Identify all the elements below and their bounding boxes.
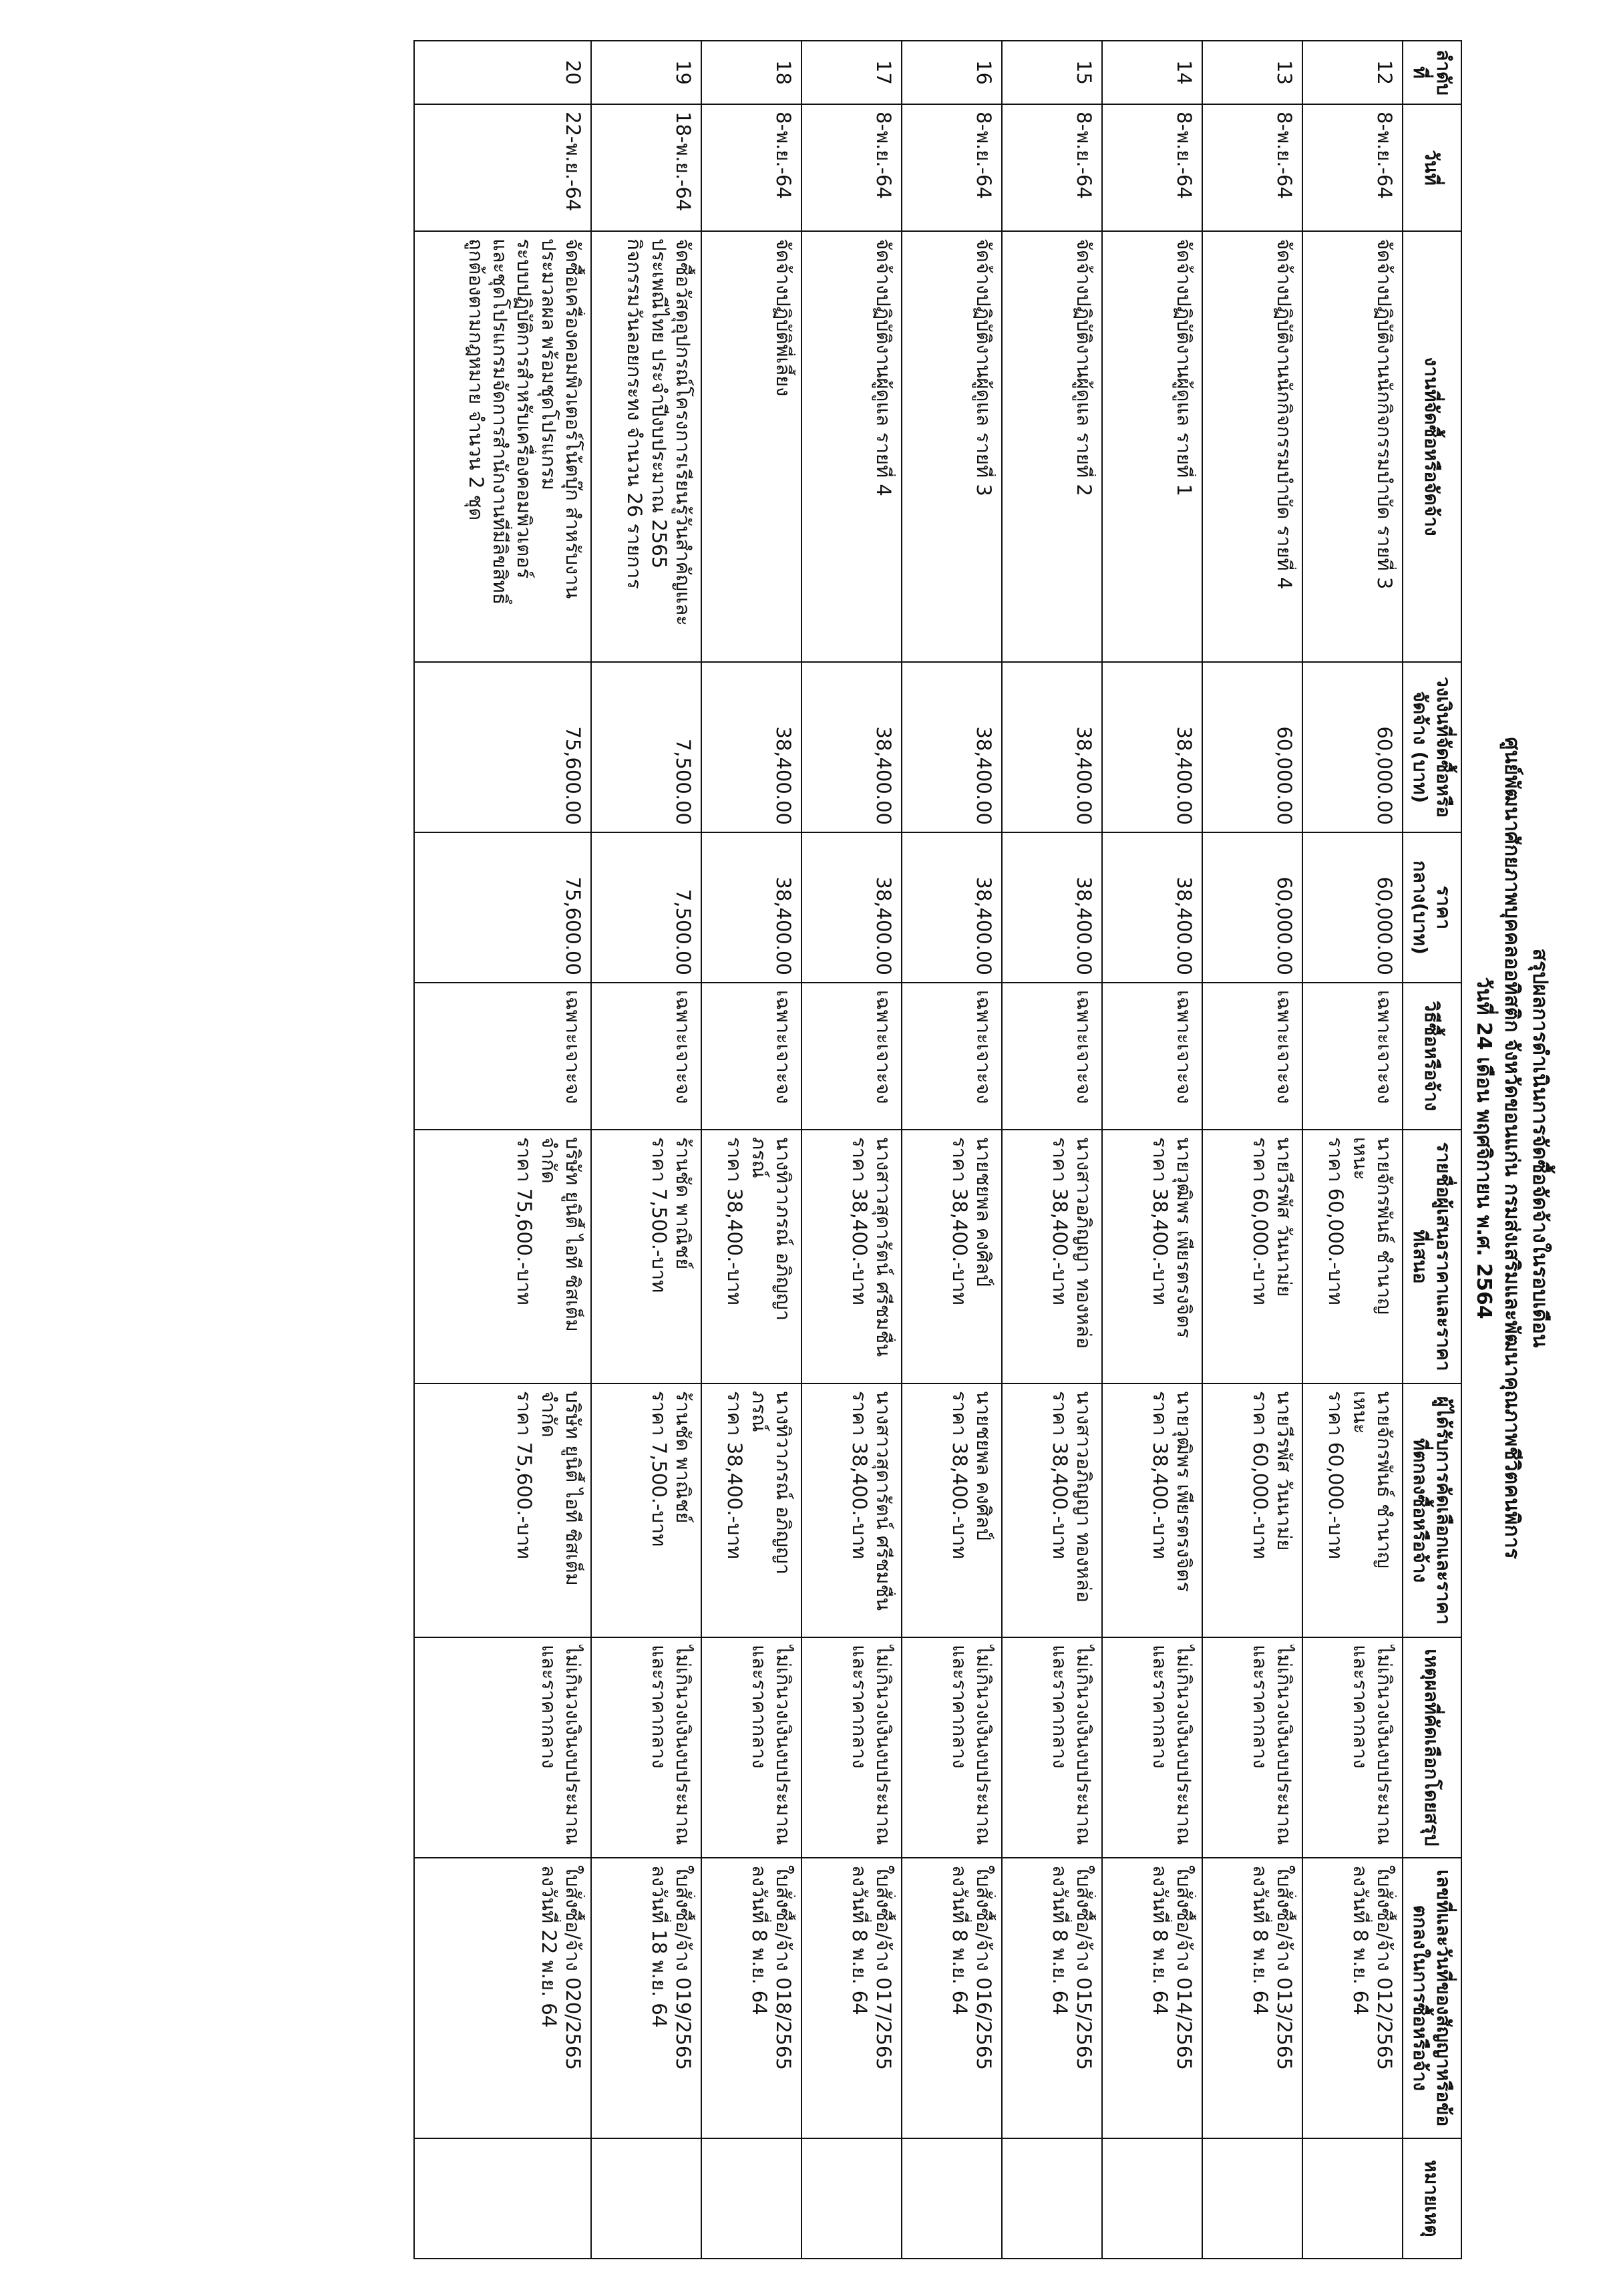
procurement-table [413, 40, 1462, 2259]
cell-work-line: จัดจ้างปฏิบัติงานผู้ดูแล รายที่ 4 [872, 238, 895, 496]
cell-winner-line: นางสาวสุดารัตน์ ศรีชมชื่น [872, 1391, 895, 1611]
cell-winner-line: ราคา 38,400.-บาท [848, 1391, 871, 1559]
cell-winner [591, 1383, 701, 1637]
cell-note [591, 2138, 701, 2259]
cell-bidders-line: ราคา 60,000.-บาท [1324, 1137, 1348, 1305]
cell-method: เฉพาะเจาะจง [591, 983, 701, 1130]
cell-contract-line: ลงวันที่ 8 พ.ย. 64 [1349, 1865, 1372, 2015]
cell-contract-line: ลงวันที่ 8 พ.ย. 64 [1248, 1865, 1272, 2015]
cell-bidders [801, 1130, 902, 1383]
cell-method: เฉพาะเจาะจง [1102, 983, 1202, 1130]
cell-bidders-line: ราคา 38,400.-บาท [1148, 1137, 1172, 1305]
cell-reason-line: ไม่เกินวงเงินงบประมาณ [672, 1645, 695, 1845]
cell-contract-line: ใบสั่งซื้อ/จ้าง 012/2565 [1373, 1865, 1396, 2070]
cell-winner-line: ราคา 60,000.-บาท [1324, 1391, 1348, 1559]
cell-reason-line: และราคากลาง [647, 1645, 671, 1769]
cell-date: 18-พ.ย.-64 [591, 104, 701, 231]
cell-work-line: และชุดโปรแกรมจัดการสำนักงานที่มีลิขสิทธิ์ [489, 238, 512, 605]
cell-budget: 7,500.00 [591, 662, 701, 832]
cell-work-line: จัดจ้างปฏิบัติงานผู้ดูแล รายที่ 2 [1073, 238, 1095, 496]
cell-note [1202, 2138, 1302, 2259]
cell-bidders [1202, 1130, 1302, 1383]
cell-winner-line: จำกัด [537, 1391, 560, 1438]
cell-work [801, 231, 902, 662]
cell-bidders [902, 1130, 1002, 1383]
cell-no: 13 [1202, 41, 1302, 104]
cell-median-price: 60,000.00 [1202, 832, 1302, 983]
cell-contract [701, 1858, 801, 2138]
cell-note [1302, 2138, 1403, 2259]
cell-contract [1002, 1858, 1102, 2138]
cell-note [902, 2138, 1002, 2259]
cell-winner [1202, 1383, 1302, 1637]
column-header-bidders: รายชื่อผู้เสนอราคาและราคาที่เสนอ [1403, 1130, 1461, 1383]
cell-work-line: จัดจ้างปฏิบัติงานผู้ดูแล รายที่ 3 [972, 238, 995, 496]
cell-contract [1302, 1858, 1403, 2138]
cell-reason-line: ไม่เกินวงเงินงบประมาณ [1073, 1645, 1095, 1845]
cell-method: เฉพาะเจาะจง [902, 983, 1002, 1130]
cell-reason-line: และราคากลาง [948, 1645, 971, 1769]
cell-date: 8-พ.ย.-64 [701, 104, 801, 231]
cell-note [701, 2138, 801, 2259]
cell-bidders-line: บริษัท ยูนิตี้ ไอที ซิสเต็ม [562, 1137, 584, 1332]
document-subtitle-agency: ศูนย์พัฒนาศักยภาพบุคคลออทิสติก จังหวัดขอนแก่น กรมส่งเสริมและพัฒนาคุณภาพชีวิตคนพิการ [1500, 737, 1524, 1559]
cell-budget: 38,400.00 [1002, 662, 1102, 832]
cell-winner-line: ราคา 38,400.-บาท [1148, 1391, 1172, 1559]
cell-note [1002, 2138, 1102, 2259]
cell-median-price: 38,400.00 [1102, 832, 1202, 983]
cell-median-price: 60,000.00 [1302, 832, 1403, 983]
cell-note [801, 2138, 902, 2259]
cell-no: 12 [1302, 41, 1403, 104]
cell-contract-line: ใบสั่งซื้อ/จ้าง 019/2565 [672, 1865, 695, 2070]
cell-bidders-line: นางสาวสุดารัตน์ ศรีชมชื่น [872, 1137, 895, 1357]
column-header-method: วิธีซื้อหรือจ้าง [1403, 983, 1461, 1130]
table-row [902, 41, 1002, 2259]
cell-winner-line: นางสาวอภิญญา ทองหล่อ [1073, 1391, 1095, 1603]
cell-winner [1102, 1383, 1202, 1637]
cell-winner [414, 1383, 591, 1637]
document-subtitle-date: วันที่ 24 เดือน พฤศจิกายน พ.ศ. 2564 [1472, 977, 1495, 1319]
cell-no: 19 [591, 41, 701, 104]
cell-reason [902, 1637, 1002, 1858]
cell-method: เฉพาะเจาะจง [701, 983, 801, 1130]
column-header-no: ลำดับที่ [1403, 41, 1461, 104]
cell-contract-line: ลงวันที่ 8 พ.ย. 64 [1048, 1865, 1071, 2015]
cell-date: 8-พ.ย.-64 [902, 104, 1002, 231]
cell-method: เฉพาะเจาะจง [1202, 983, 1302, 1130]
table-row [414, 41, 591, 2259]
cell-reason [414, 1637, 591, 1858]
cell-reason-line: และราคากลาง [1248, 1645, 1272, 1769]
cell-bidders-line: จำกัด [537, 1137, 560, 1184]
cell-winner-line: ร้านชัด พาณิชย์ [672, 1391, 695, 1524]
cell-work-line: ประเพณีไทย ประจำปีงบประมาณ 2565 [647, 238, 671, 569]
table-row [1202, 41, 1302, 2259]
cell-work-line: จัดจ้างปฏิบัติงานผู้ดูแล รายที่ 1 [1173, 238, 1196, 496]
cell-reason-line: ไม่เกินวงเงินงบประมาณ [772, 1645, 795, 1845]
cell-budget: 75,600.00 [414, 662, 591, 832]
cell-bidders-line: นางทิวาภรณ์ อภิญญา [772, 1137, 795, 1321]
cell-reason-line: ไม่เกินวงเงินงบประมาณ [1373, 1645, 1396, 1845]
cell-winner-line: นายชยพล คงศิลป์ [972, 1391, 995, 1541]
cell-bidders [1002, 1130, 1102, 1383]
cell-median-price: 75,600.00 [414, 832, 591, 983]
cell-date: 8-พ.ย.-64 [1202, 104, 1302, 231]
cell-winner [1002, 1383, 1102, 1637]
cell-bidders-line: ราคา 75,600.-บาท [513, 1137, 536, 1305]
cell-median-price: 38,400.00 [701, 832, 801, 983]
cell-winner [902, 1383, 1002, 1637]
cell-bidders-line: ภรณ์ [747, 1137, 771, 1178]
cell-budget: 60,000.00 [1302, 662, 1403, 832]
cell-reason-line: และราคากลาง [747, 1645, 771, 1769]
cell-work-line: ประมวลผล พร้อมชุดโปรแกรม [537, 238, 560, 490]
table-row [1002, 41, 1102, 2259]
cell-bidders-line: ราคา 38,400.-บาท [948, 1137, 971, 1305]
cell-contract [414, 1858, 591, 2138]
cell-winner-line: ราคา 60,000.-บาท [1248, 1391, 1272, 1559]
cell-bidders [1102, 1130, 1202, 1383]
column-header-work: งานที่จัดซื้อหรือจัดจ้าง [1403, 231, 1461, 662]
cell-reason-line: และราคากลาง [537, 1645, 560, 1769]
cell-reason-line: ไม่เกินวงเงินงบประมาณ [562, 1645, 584, 1845]
cell-budget: 38,400.00 [902, 662, 1002, 832]
table-row [1302, 41, 1403, 2259]
cell-winner-line: นายจักรพันธ์ ชำนาญ [1373, 1391, 1396, 1569]
cell-date: 8-พ.ย.-64 [1102, 104, 1202, 231]
table-row [1102, 41, 1202, 2259]
cell-date: 8-พ.ย.-64 [1002, 104, 1102, 231]
column-header-median-price: ราคากลาง(บาท) [1403, 832, 1461, 983]
cell-reason [1202, 1637, 1302, 1858]
table-row [591, 41, 701, 2259]
column-header-note: หมายเหตุ [1403, 2138, 1461, 2259]
cell-reason-line: ไม่เกินวงเงินงบประมาณ [872, 1645, 895, 1845]
cell-winner [801, 1383, 902, 1637]
cell-contract-line: ลงวันที่ 22 พ.ย. 64 [537, 1865, 560, 2028]
cell-contract-line: ใบสั่งซื้อ/จ้าง 017/2565 [872, 1865, 895, 2070]
cell-bidders-line: นางสาวอภิญญา ทองหล่อ [1073, 1137, 1095, 1349]
cell-budget: 38,400.00 [801, 662, 902, 832]
cell-winner-line: ราคา 38,400.-บาท [723, 1391, 747, 1559]
cell-contract [591, 1858, 701, 2138]
cell-work [1202, 231, 1302, 662]
cell-winner-line: นายวีรพัส วันนาม่ย [1273, 1391, 1296, 1551]
cell-work-line: จัดจ้างปฏิบัติงานนักกิจกรรมบำบัด รายที่ 3 [1373, 238, 1396, 590]
cell-contract-line: ลงวันที่ 8 พ.ย. 64 [848, 1865, 871, 2015]
cell-reason [801, 1637, 902, 1858]
cell-contract [1102, 1858, 1202, 2138]
table-row [801, 41, 902, 2259]
cell-winner-line: นายวุฒิพร เพียรตรงจิตร [1173, 1391, 1196, 1593]
cell-winner-line: ราคา 7,500.-บาท [647, 1391, 671, 1547]
cell-work [1102, 231, 1202, 662]
cell-winner-line: บริษัท ยูนิตี้ ไอที ซิสเต็ม [562, 1391, 584, 1586]
cell-no: 18 [701, 41, 801, 104]
cell-work [414, 231, 591, 662]
cell-work [1302, 231, 1403, 662]
column-header-winner: ผู้ได้รับการคัดเลือกและราคาที่ตกลงซื้อหรือจ้าง [1403, 1383, 1461, 1637]
cell-bidders-line: ร้านชัด พาณิชย์ [672, 1137, 695, 1270]
cell-winner-line: ภรณ์ [747, 1391, 771, 1432]
cell-winner-line: ราคา 38,400.-บาท [1048, 1391, 1071, 1559]
cell-work-line: ระบบปฏิบัติการสำหรับเครื่องคอมพิวเตอร์ [513, 238, 536, 579]
cell-contract-line: ลงวันที่ 18 พ.ย. 64 [647, 1865, 671, 2028]
cell-bidders [591, 1130, 701, 1383]
cell-work-line: จัดซื้อวัสดุอุปกรณ์โครงการเรียนรู้วันสำคัญและ [672, 238, 695, 626]
cell-contract-line: ใบสั่งซื้อ/จ้าง 016/2565 [972, 1865, 995, 2070]
cell-date: 22-พ.ย.-64 [414, 104, 591, 231]
cell-contract-line: ลงวันที่ 8 พ.ย. 64 [948, 1865, 971, 2015]
cell-reason [1102, 1637, 1202, 1858]
cell-contract-line: ใบสั่งซื้อ/จ้าง 013/2565 [1273, 1865, 1296, 2070]
table-header-row [1403, 41, 1461, 2259]
cell-work [701, 231, 801, 662]
cell-budget: 38,400.00 [1102, 662, 1202, 832]
cell-no: 17 [801, 41, 902, 104]
cell-reason [1302, 1637, 1403, 1858]
cell-method: เฉพาะเจาะจง [414, 983, 591, 1130]
cell-method: เฉพาะเจาะจง [1002, 983, 1102, 1130]
cell-work [902, 231, 1002, 662]
cell-winner [1302, 1383, 1403, 1637]
cell-work-line: กิจกรรมวันลอยกระทง จำนวน 26 รายการ [623, 238, 647, 589]
cell-bidders-line: นายจักรพันธ์ ชำนาญ [1373, 1137, 1396, 1315]
cell-reason-line: ไม่เกินวงเงินงบประมาณ [1273, 1645, 1296, 1845]
cell-bidders-line: ราคา 38,400.-บาท [1048, 1137, 1071, 1305]
column-header-reason: เหตุผลที่คัดเลือกโดยสรุป [1403, 1637, 1461, 1858]
cell-no: 15 [1002, 41, 1102, 104]
cell-bidders-line: ราคา 7,500.-บาท [647, 1137, 671, 1293]
cell-contract-line: ใบสั่งซื้อ/จ้าง 020/2565 [562, 1865, 584, 2070]
column-header-budget: วงเงินที่จัดซื้อหรือจัดจ้าง (บาท) [1403, 662, 1461, 832]
cell-no: 14 [1102, 41, 1202, 104]
cell-work [591, 231, 701, 662]
cell-reason-line: ไม่เกินวงเงินงบประมาณ [972, 1645, 995, 1845]
cell-contract-line: ใบสั่งซื้อ/จ้าง 018/2565 [772, 1865, 795, 2070]
cell-bidders [1302, 1130, 1403, 1383]
cell-bidders-line: ราคา 38,400.-บาท [723, 1137, 747, 1305]
cell-contract-line: ใบสั่งซื้อ/จ้าง 014/2565 [1173, 1865, 1196, 2070]
cell-note [414, 2138, 591, 2259]
cell-contract-line: ใบสั่งซื้อ/จ้าง 015/2565 [1073, 1865, 1095, 2070]
cell-reason-line: และราคากลาง [1148, 1645, 1172, 1769]
cell-budget: 38,400.00 [701, 662, 801, 832]
cell-budget: 60,000.00 [1202, 662, 1302, 832]
cell-no: 20 [414, 41, 591, 104]
cell-reason [701, 1637, 801, 1858]
cell-median-price: 7,500.00 [591, 832, 701, 983]
cell-work-line: จัดจ้างปฏิบัติพี่เลี้ยง [772, 238, 795, 397]
cell-date: 8-พ.ย.-64 [1302, 104, 1403, 231]
table-row [701, 41, 801, 2259]
cell-median-price: 38,400.00 [801, 832, 902, 983]
cell-reason-line: และราคากลาง [1349, 1645, 1372, 1769]
document-title: สรุปผลการดำเนินการจัดซื้อจัดจ้างในรอบเดือน [1528, 948, 1552, 1348]
cell-contract [902, 1858, 1002, 2138]
column-header-date: วันที่ [1403, 104, 1461, 231]
cell-work-line: จัดจ้างปฏิบัติงานนักกิจกรรมบำบัด รายที่ 4 [1273, 238, 1296, 590]
cell-reason [1002, 1637, 1102, 1858]
cell-work [1002, 231, 1102, 662]
cell-contract [1202, 1858, 1302, 2138]
cell-bidders-line: เหนะ [1349, 1137, 1372, 1180]
cell-reason-line: และราคากลาง [1048, 1645, 1071, 1769]
cell-method: เฉพาะเจาะจง [801, 983, 902, 1130]
cell-median-price: 38,400.00 [1002, 832, 1102, 983]
cell-winner-line: นางทิวาภรณ์ อภิญญา [772, 1391, 795, 1575]
cell-date: 8-พ.ย.-64 [801, 104, 902, 231]
cell-winner-line: ราคา 38,400.-บาท [948, 1391, 971, 1559]
cell-bidders-line: นายวุฒิพร เพียรตรงจิตร [1173, 1137, 1196, 1339]
cell-contract [801, 1858, 902, 2138]
cell-note [1102, 2138, 1202, 2259]
cell-no: 16 [902, 41, 1002, 104]
cell-bidders-line: นายวีรพัส วันนาม่ย [1273, 1137, 1296, 1297]
cell-median-price: 38,400.00 [902, 832, 1002, 983]
cell-reason [591, 1637, 701, 1858]
cell-bidders [701, 1130, 801, 1383]
cell-bidders-line: ราคา 60,000.-บาท [1248, 1137, 1272, 1305]
cell-contract-line: ลงวันที่ 8 พ.ย. 64 [1148, 1865, 1172, 2015]
cell-work-line: ถูกต้องตามกฎหมาย จำนวน 2 ชุด [465, 238, 488, 521]
column-header-contract: เลขที่และวันที่ของสัญญาหรือข้อตกลงในการซื้อหรือจ้าง [1403, 1858, 1461, 2138]
cell-winner-line: เหนะ [1349, 1391, 1372, 1434]
cell-reason-line: ไม่เกินวงเงินงบประมาณ [1173, 1645, 1196, 1845]
cell-contract-line: ลงวันที่ 8 พ.ย. 64 [747, 1865, 771, 2015]
cell-winner [701, 1383, 801, 1637]
cell-bidders-line: ราคา 38,400.-บาท [848, 1137, 871, 1305]
cell-reason-line: และราคากลาง [848, 1645, 871, 1769]
cell-bidders [414, 1130, 591, 1383]
cell-work-line: จัดซื้อเครื่องคอมพิวเตอร์โน้ตบุ๊ก สำหรับงาน [562, 238, 584, 599]
cell-winner-line: ราคา 75,600.-บาท [513, 1391, 536, 1559]
cell-method: เฉพาะเจาะจง [1302, 983, 1403, 1130]
cell-bidders-line: นายชยพล คงศิลป์ [972, 1137, 995, 1287]
